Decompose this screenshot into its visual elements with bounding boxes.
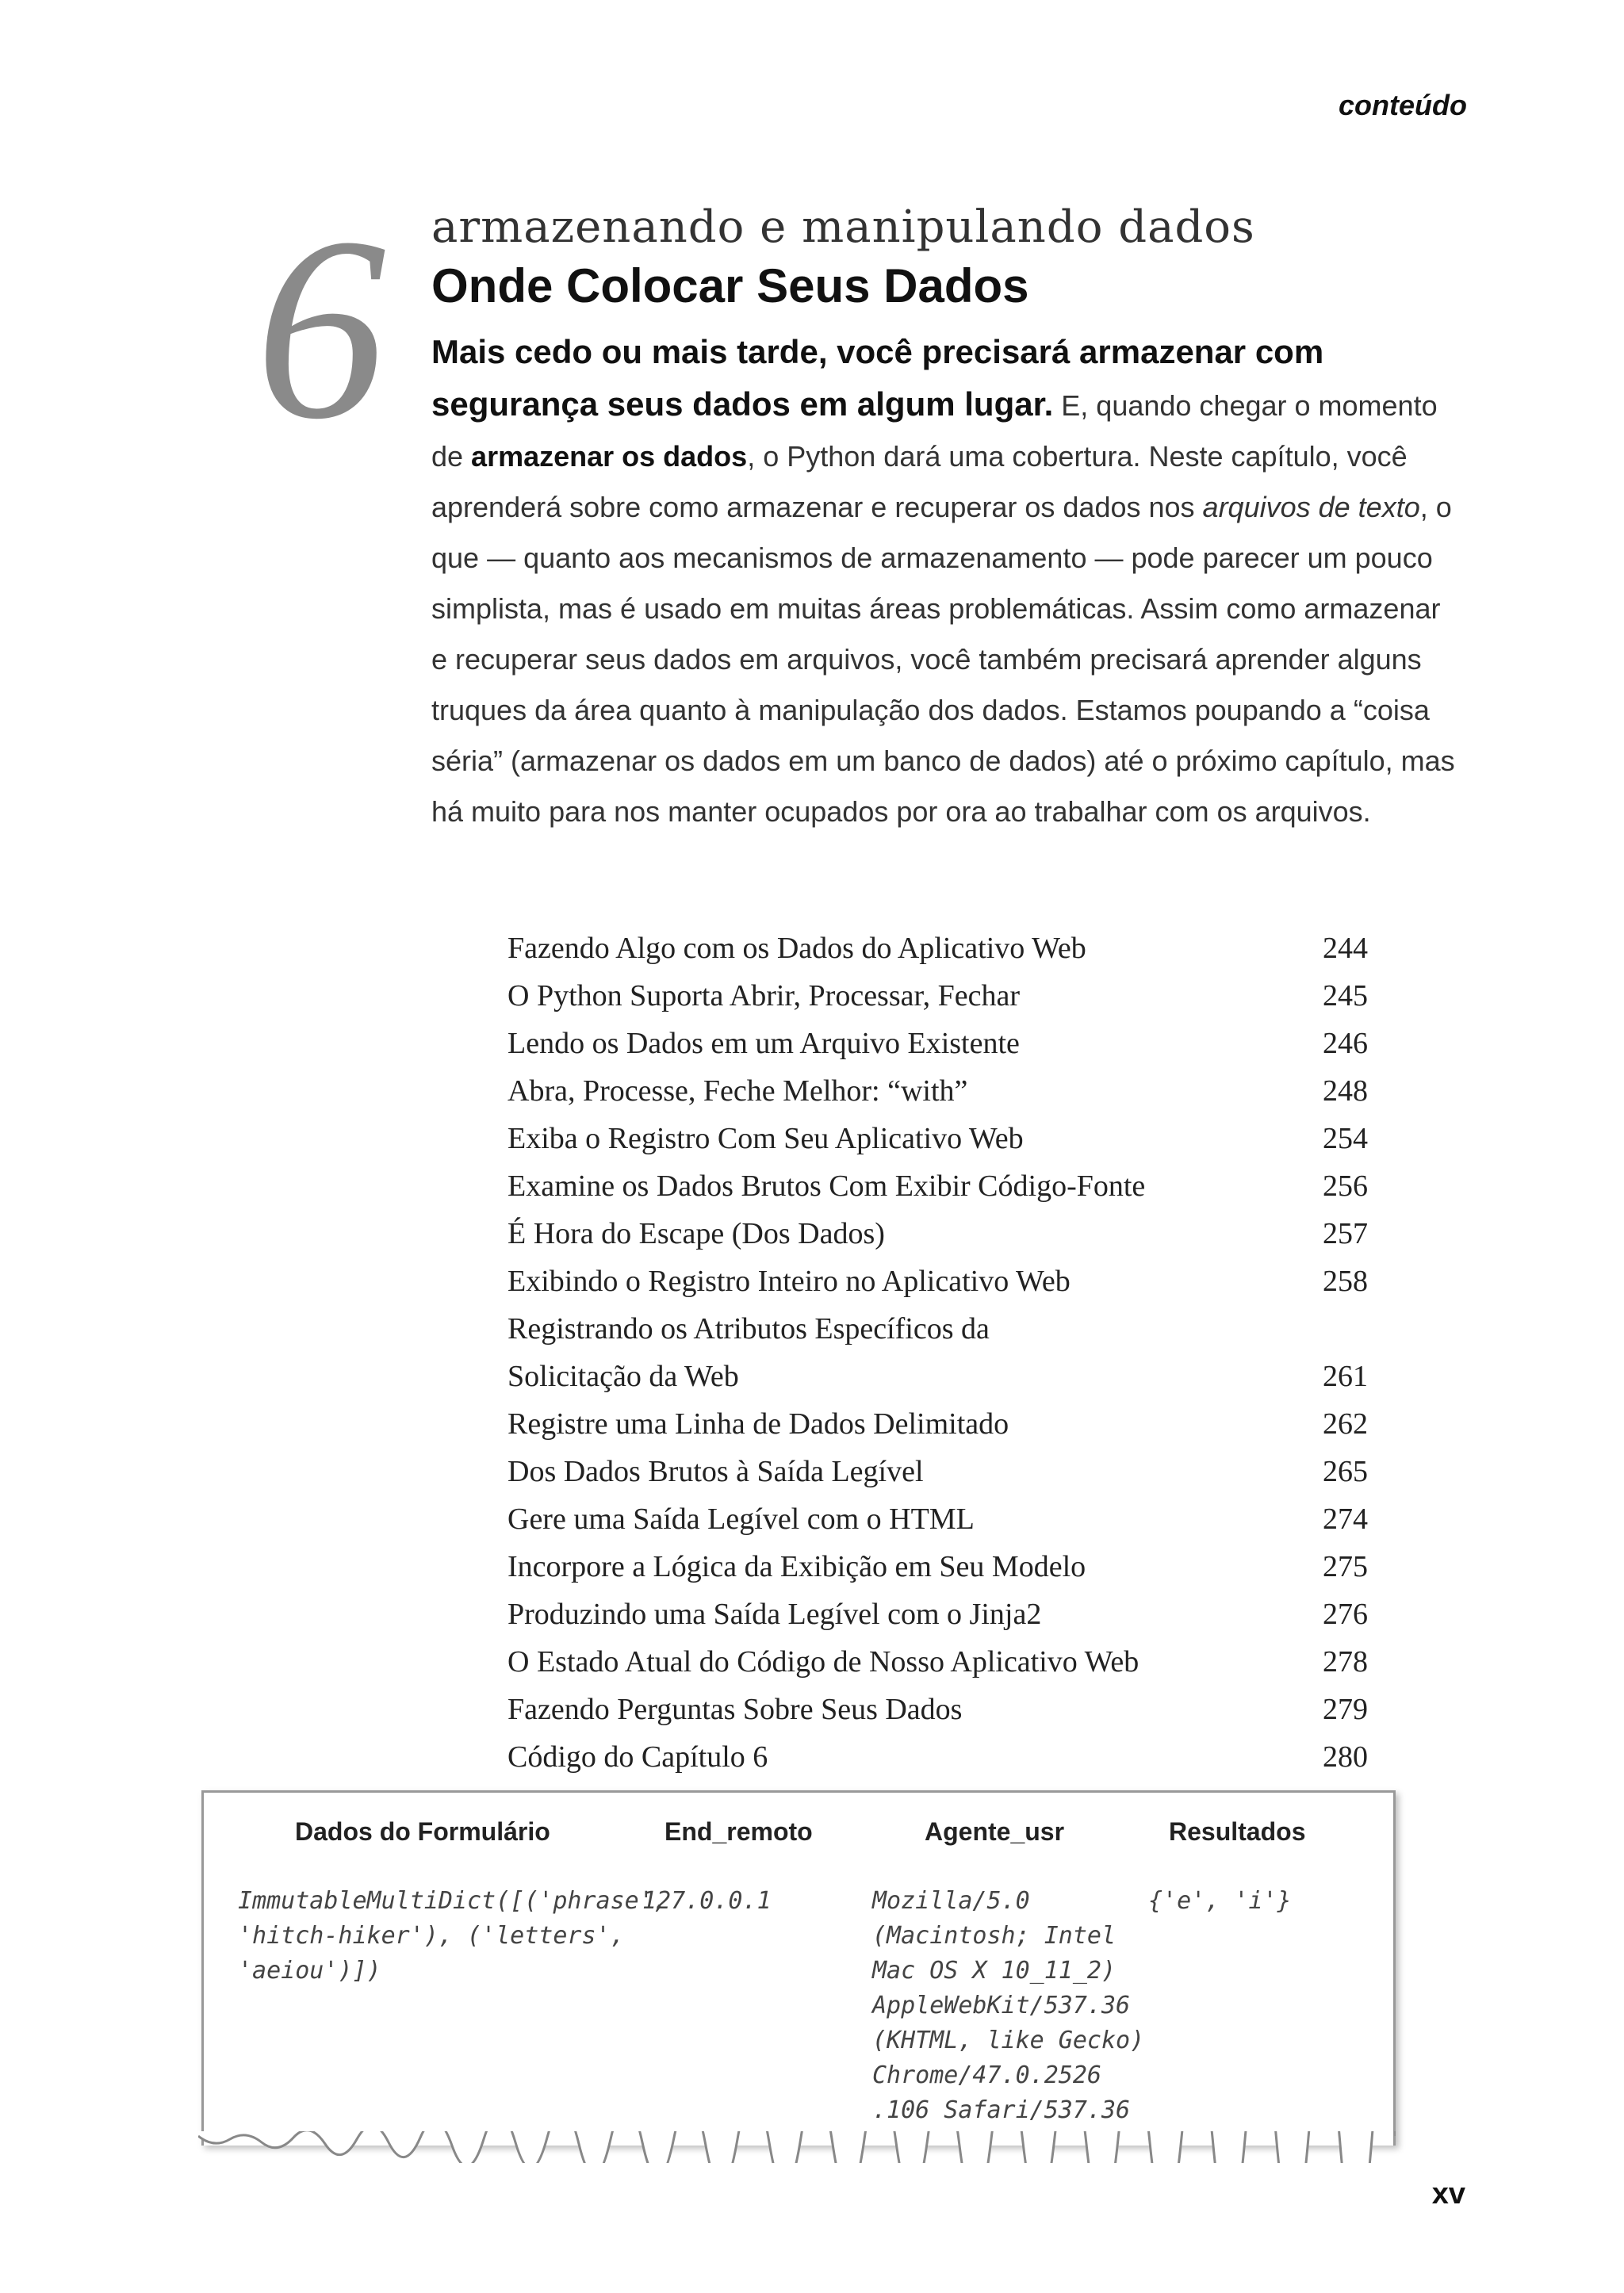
user-agent-line: (Macintosh; Intel xyxy=(872,1922,1116,1950)
user-agent-values xyxy=(872,1884,1144,2128)
toc-entry-page: 246 xyxy=(1323,1027,1368,1060)
toc-entry-page: 274 xyxy=(1323,1503,1368,1536)
log-col-form-data-body xyxy=(238,1866,668,1989)
remote-addr-values xyxy=(642,1884,772,1919)
toc-entry-page: 256 xyxy=(1323,1169,1368,1203)
toc-entry xyxy=(508,1591,1368,1638)
running-header: conteúdo xyxy=(1339,89,1467,121)
intro-text-2: , o Python dará uma cobertura. Neste capítulo, você aprenderá sobre como armazenar e recuperar os dados nos xyxy=(431,439,1408,523)
toc-entry-page: 254 xyxy=(1323,1122,1368,1155)
toc-entry xyxy=(508,1258,1368,1305)
log-col-user-agent xyxy=(925,1817,1064,1847)
torn-paper-edge xyxy=(198,2131,1396,2163)
intro-lead: Mais cedo ou mais tarde, você precisará armazenar com segurança seus dados em algum lugar. xyxy=(431,332,1324,423)
toc-entry xyxy=(508,1353,1368,1400)
form-data-values xyxy=(238,1884,668,1989)
toc-entry-title: Lendo os Dados em um Arquivo Existente xyxy=(508,1027,1020,1060)
toc-entry xyxy=(508,1305,1368,1353)
toc-entry-page: 265 xyxy=(1323,1455,1368,1488)
intro-text-3: , o que — quanto aos mecanismos de armazenamento — pode parecer um pouco simplista, mas é usado em muitas áreas problemáticas. Assim como armazenar e recuperar seus dados em arquivos, você também precisará aprender alguns truques da área quanto à manipulação dos dados. Estamos poupando a “coisa séria” (armazenar os dados em um banco de dados) até o próximo capítulo, mas há muito para nos manter ocupados por ora ao trabalhar com os arquivos. xyxy=(431,490,1455,828)
form-data-line: 'hitch-hiker'), ('letters', xyxy=(238,1922,625,1950)
toc-entry-title: Examine os Dados Brutos Com Exibir Código-Fonte xyxy=(508,1169,1146,1203)
toc-entry xyxy=(508,972,1368,1020)
log-col-user-agent-body xyxy=(872,1866,1144,2128)
intro-italic: arquivos de texto xyxy=(1202,490,1420,523)
toc-entry-page: 248 xyxy=(1323,1074,1368,1108)
toc-entry-title: Incorpore a Lógica da Exibição em Seu Modelo xyxy=(508,1550,1086,1583)
toc-entry-title: Exibindo o Registro Inteiro no Aplicativo Web xyxy=(508,1265,1071,1298)
table-of-contents xyxy=(508,924,1368,1781)
log-col-remote-addr xyxy=(665,1817,813,1847)
intro-text-1: E, quando chegar o momento de xyxy=(431,389,1438,473)
toc-entry-page: 262 xyxy=(1323,1407,1368,1441)
toc-entry xyxy=(508,1067,1368,1115)
toc-entry-page: 278 xyxy=(1323,1645,1368,1679)
col-header-form-data: Dados do Formulário xyxy=(295,1817,550,1846)
toc-entry-title: O Python Suporta Abrir, Processar, Fechar xyxy=(508,979,1021,1013)
toc-entry-title: Dos Dados Brutos à Saída Legível xyxy=(508,1455,924,1488)
col-header-user-agent: Agente_usr xyxy=(925,1817,1065,1846)
intro-bold: armazenar os dados xyxy=(471,439,748,473)
form-data-line: 'aeiou')]) xyxy=(238,1957,381,1985)
user-agent-line: Chrome/47.0.2526 xyxy=(872,2061,1101,2089)
toc-entry-title: Registre uma Linha de Dados Delimitado xyxy=(508,1407,1009,1441)
toc-entry-title: Solicitação da Web xyxy=(508,1360,739,1393)
remote-addr-line: 127.0.0.1 xyxy=(642,1887,772,1915)
results-line: {'e', 'i'} xyxy=(1148,1887,1292,1915)
toc-entry-title: Gere uma Saída Legível com o HTML xyxy=(508,1503,975,1536)
user-agent-line: Mozilla/5.0 xyxy=(872,1887,1030,1915)
toc-entry xyxy=(508,924,1368,972)
toc-entry xyxy=(508,1210,1368,1258)
user-agent-line: Mac OS X 10_11_2) xyxy=(872,1957,1116,1985)
toc-entry xyxy=(508,1638,1368,1686)
log-col-results-body xyxy=(1148,1866,1292,1919)
toc-entry xyxy=(508,1448,1368,1495)
toc-entry xyxy=(508,1115,1368,1162)
toc-entry-page: 279 xyxy=(1323,1693,1368,1726)
toc-entry-title: É Hora do Escape (Dos Dados) xyxy=(508,1217,885,1250)
toc-entry-page: 280 xyxy=(1323,1740,1368,1774)
chapter-number: 6 xyxy=(255,184,386,473)
results-values xyxy=(1148,1884,1292,1919)
page-number: xv xyxy=(1431,2177,1465,2211)
toc-entry-page: 275 xyxy=(1323,1550,1368,1583)
toc-entry-title: Fazendo Perguntas Sobre Seus Dados xyxy=(508,1693,963,1726)
chapter-kicker: armazenando e manipulando dados xyxy=(431,201,1255,253)
toc-entry-title: Código do Capítulo 6 xyxy=(508,1740,768,1774)
toc-entry xyxy=(508,1400,1368,1448)
toc-entry-title: O Estado Atual do Código de Nosso Aplicativo Web xyxy=(508,1645,1139,1679)
toc-entry-title: Registrando os Atributos Específicos da xyxy=(508,1312,990,1346)
toc-entry-title: Abra, Processe, Feche Melhor: “with” xyxy=(508,1074,968,1108)
toc-entry xyxy=(508,1733,1368,1781)
chapter-intro-block xyxy=(431,203,1462,837)
form-data-line: ImmutableMultiDict([('phrase', xyxy=(238,1887,668,1915)
toc-entry-title: Produzindo uma Saída Legível com o Jinja2 xyxy=(508,1598,1042,1631)
toc-entry-page: 261 xyxy=(1323,1360,1368,1393)
toc-entry-page: 257 xyxy=(1323,1217,1368,1250)
user-agent-line: .106 Safari/537.36 xyxy=(872,2096,1131,2124)
user-agent-line: (KHTML, like Gecko) xyxy=(872,2027,1145,2054)
toc-entry xyxy=(508,1686,1368,1733)
toc-entry xyxy=(508,1543,1368,1591)
chapter-intro xyxy=(431,327,1462,837)
toc-entry-page: 276 xyxy=(1323,1598,1368,1631)
user-agent-line: AppleWebKit/537.36 xyxy=(872,1992,1131,2019)
log-col-form-data xyxy=(295,1817,550,1847)
toc-entry-page: 245 xyxy=(1323,979,1368,1013)
toc-entry xyxy=(508,1495,1368,1543)
chapter-title: Onde Colocar Seus Dados xyxy=(431,258,1029,312)
toc-entry-title: Fazendo Algo com os Dados do Aplicativo Web xyxy=(508,932,1086,965)
col-header-remote-addr: End_remoto xyxy=(665,1817,813,1846)
toc-entry-page: 244 xyxy=(1323,932,1368,965)
col-header-results: Resultados xyxy=(1169,1817,1306,1846)
toc-entry-title: Exiba o Registro Com Seu Aplicativo Web xyxy=(508,1122,1024,1155)
log-col-remote-addr-body xyxy=(642,1866,772,1919)
log-col-results xyxy=(1169,1817,1305,1847)
toc-entry-page: 258 xyxy=(1323,1265,1368,1298)
toc-entry xyxy=(508,1020,1368,1067)
toc-entry xyxy=(508,1162,1368,1210)
